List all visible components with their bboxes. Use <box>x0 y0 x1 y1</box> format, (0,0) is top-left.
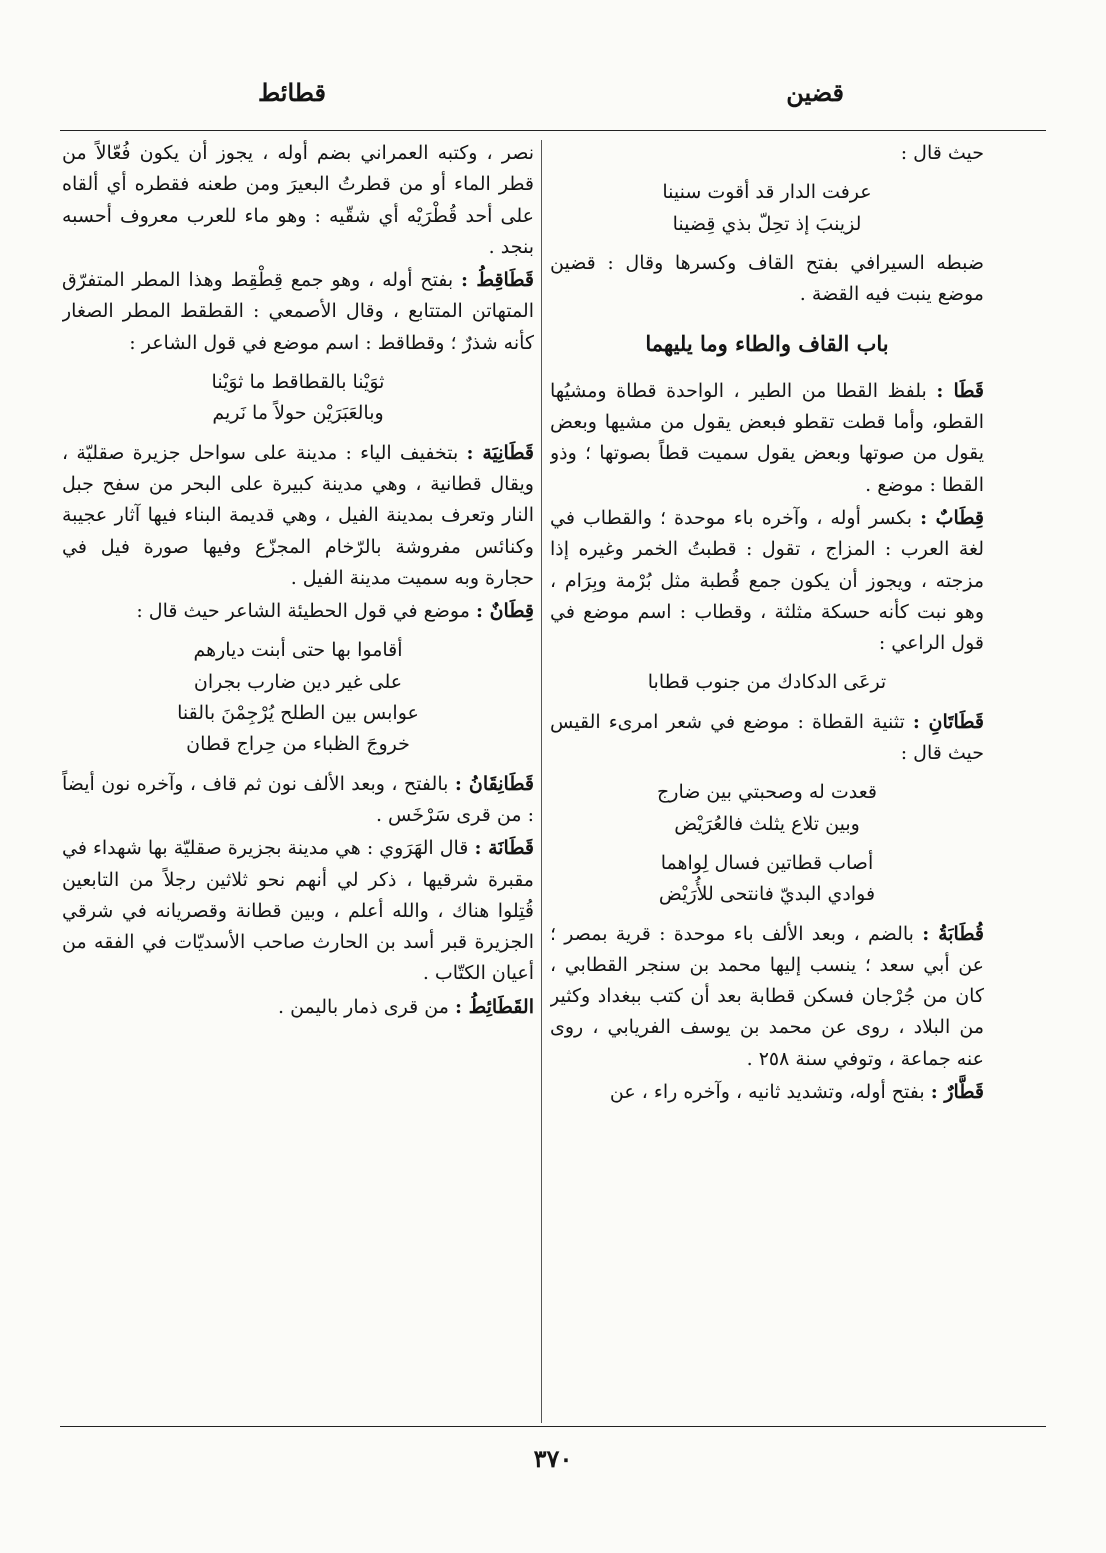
verse-line: ترعَى الدكادك من جنوب قطابا <box>647 671 887 694</box>
dictionary-entry <box>62 992 534 1023</box>
header-left-title: قطائط <box>258 78 326 107</box>
header-right-title: قضين <box>786 78 844 107</box>
verse-line: لزينبَ إذ تحِلّ بذي قِضينا <box>672 212 862 235</box>
footer-rule <box>60 1426 1046 1427</box>
verse-block <box>62 635 534 760</box>
entry-headword: القَطَائِطُ : <box>454 995 534 1018</box>
page-number: ٣٧٠ <box>533 1444 573 1473</box>
verse-line: خروجَ الظباء من حِراج قطان <box>186 733 410 756</box>
entry-headword: قَطَاقِطُ : <box>461 269 534 292</box>
entry-headword: قَطَاتَانِ : <box>912 710 984 733</box>
dictionary-entry <box>550 503 984 659</box>
entry-text: بالفتح ، وبعد الألف نون ثم قاف ، وآخره نون أيضاً : من قرى سَرْخَس . <box>62 772 534 826</box>
verse-line: قعدت له وصحبتي بين ضارج <box>657 781 877 804</box>
verse-line: عرفت الدار قد أقوت سنينا <box>662 181 872 204</box>
verse-line: أقاموا بها حتى أبنت ديارهم <box>193 639 403 662</box>
verse-line: أصاب قطاتين فسال لِواهما <box>660 851 874 874</box>
verse-line: عوابس بين الطلح يُرْجِمْنَ بالقنا <box>177 702 419 725</box>
entry-headword: قَطَّارٌ : <box>930 1081 984 1104</box>
dictionary-entry <box>62 596 534 627</box>
verse-block <box>62 367 534 430</box>
entry-text: بفتح أوله، وتشديد ثانيه ، وآخره راء ، عن <box>609 1081 925 1104</box>
entry-headword: قِطَانٌ : <box>475 600 534 623</box>
section-heading: باب القاف والطاء وما يليهما <box>645 331 889 357</box>
entry-text: من قرى ذمار باليمن . <box>278 995 449 1018</box>
verse-line: وبين تلاع يثلث فالعُرَيْض <box>674 812 860 835</box>
entry-text: تثنية القطاة : موضع في شعر امرىء القيس حيث قال : <box>550 710 984 765</box>
entry-text: موضع في قول الحطيئة الشاعر حيث قال : <box>136 600 470 623</box>
entry-headword: قَطَانِقَانُ : <box>454 772 534 795</box>
left-column <box>62 138 534 1420</box>
intro-line: حيث قال : <box>900 142 984 164</box>
dictionary-entry <box>62 265 534 359</box>
dictionary-entry <box>62 769 534 832</box>
dictionary-entry <box>550 1077 984 1108</box>
entry-headword: قِطَابٌ : <box>920 506 984 529</box>
entry-text: قال الهَرَوي : هي مدينة بجزيرة صقليّة بها شهداء في مقبرة شرقيها ، ذكر لي أنهم نحو ثلاثين رجلاً من التابعين قُتِلوا هناك ، والله أعلم ، وبين قطانة وقصريانه في شرقي الجزيرة قبر أسد بن الحارث صاحب الأسديّات في الفقه من أعيان الكتّاب . <box>62 837 534 985</box>
verse-line: على غير دين ضارب بجران <box>193 670 403 693</box>
entry-headword: قَطَا : <box>936 379 984 402</box>
verse-block <box>550 177 984 240</box>
dictionary-entry <box>550 707 984 770</box>
dictionary-entry <box>550 919 984 1075</box>
verse-line: ثوَيْنا بالقطاقط ما ثوَيْنا <box>211 371 385 394</box>
dictionary-entry <box>62 833 534 989</box>
dictionary-entry <box>550 376 984 501</box>
entry-text: بلفظ القطا من الطير ، الواحدة قطاة ومشيُها القطو، وأما قطت تقطو فبعض يقول من مشيها وبعض يقول من صوتها وبعض يقول سميت قطاً بصوتها ؛ وذو القطا : موضع . <box>550 379 984 496</box>
entry-headword: قَطَانَة : <box>474 837 534 860</box>
paragraph: ضبطه السيرافي بفتح القاف وكسرها وقال : قضين موضع ينبت فيه القضة . <box>550 251 984 306</box>
verse-line: وبالعَبَرَيْن حولاً ما نَريم <box>212 402 384 425</box>
header-rule <box>60 130 1046 131</box>
verse-block <box>550 848 984 911</box>
column-divider <box>541 140 542 1423</box>
entry-headword: قَطَانِيَة : <box>466 441 534 464</box>
dictionary-entry <box>62 438 534 594</box>
entry-headword: قُطَابَةُ : <box>922 922 984 945</box>
entry-text: بتخفيف الياء : مدينة على سواحل جزيرة صقليّة ، ويقال قطانية ، وهي مدينة كبيرة على البحر من سفح جبل النار وتعرف بمدينة الفيل ، وهي قديمة البناء فيها آثار عجيبة وكنائس مفروشة بالرّخام المجزّع وفيها صورة فيل في حجارة وبه سميت مدينة الفيل . <box>62 441 534 589</box>
right-column <box>550 138 984 1420</box>
entry-text: بالضم ، وبعد الألف باء موحدة : قرية بمصر ؛ عن أبي سعد ؛ ينسب إليها محمد بن سنجر القطابي ، كان من جُرْجان فسكن قطابة بعد أن كتب ببغداد وكثير من البلاد ، روى عن محمد بن يوسف الفريابي ، روى عنه جماعة ، وتوفي سنة ٢٥٨ . <box>550 922 984 1070</box>
entry-text: بفتح أوله ، وهو جمع قِطْقِط وهذا المطر المتفرّق المتهاتن المتتابع ، وقال الأصمعي : القطقط المطر الصغار كأنه شذرٌ ؛ وقطاقط : اسم موضع في قول الشاعر : <box>62 269 534 354</box>
verse-line: فوادي البديّ فانتحى للأُرَيْض <box>658 883 876 906</box>
verse-block <box>550 667 984 698</box>
entry-text: بكسر أوله ، وآخره باء موحدة ؛ والقطاب في لغة العرب : المزاج ، تقول : قطبتُ الخمر وغيره إذا مزجته ، ويجوز أن يكون جمع قُطبة مثل بُرْمة وبِرَام ، وهو نبت كأنه حسكة مثلثة ، وقطاب : اسم موضع في قول الراعي : <box>550 506 984 655</box>
paragraph: نصر ، وكتبه العمراني بضم أوله ، يجوز أن يكون فُعّالاً من قطر الماء أو من قطرتُ البعيرَ ومن طعنه فقطره أي ألقاه على أحد قُطْرَيْه أي شقّيه : وهو ماء للعرب معروف أحسبه بنجد . <box>62 142 534 258</box>
verse-block <box>550 777 984 840</box>
